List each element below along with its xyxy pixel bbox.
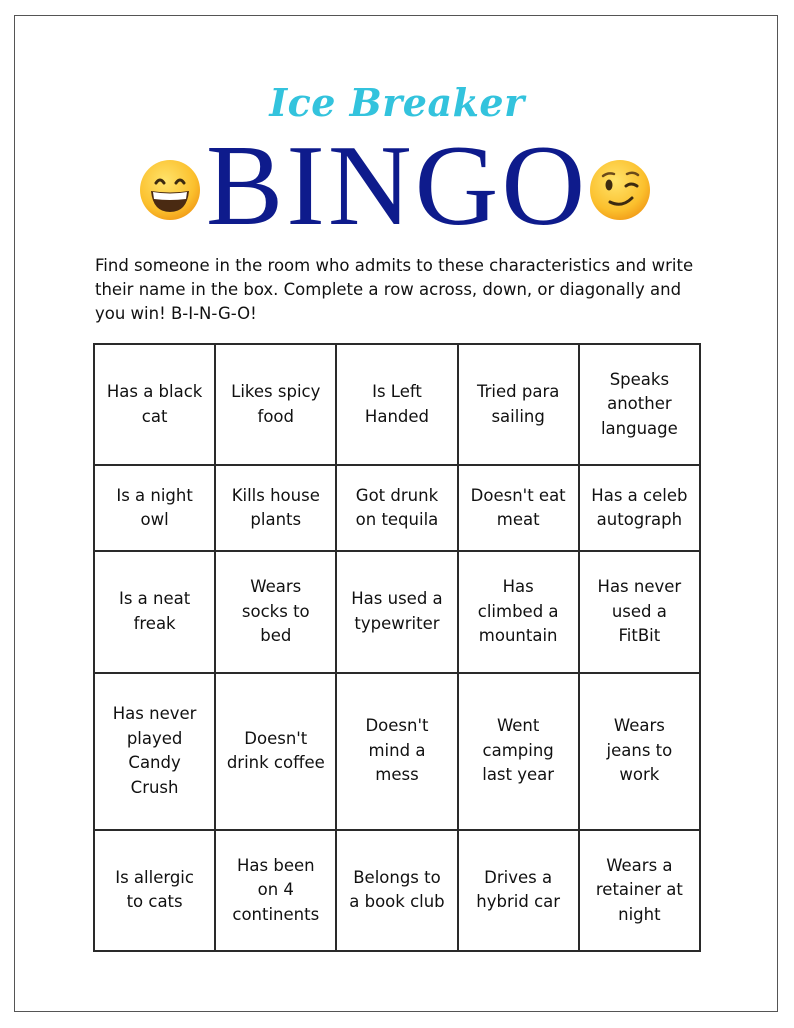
bingo-cell[interactable]: Has never used a FitBit (579, 551, 700, 672)
bingo-cell[interactable]: Is Left Handed (336, 344, 457, 465)
bingo-cell[interactable]: Has a black cat (94, 344, 215, 465)
bingo-cell[interactable]: Doesn't mind a mess (336, 673, 457, 830)
bingo-title: BINGO (205, 122, 589, 250)
subtitle: Ice Breaker (269, 80, 525, 125)
bingo-cell[interactable]: Has been on 4 continents (215, 830, 336, 951)
bingo-cell[interactable]: Has used a typewriter (336, 551, 457, 672)
grid-row (94, 344, 700, 465)
bingo-cell[interactable]: Doesn't eat meat (458, 465, 579, 551)
bingo-cell[interactable]: Went camping last year (458, 673, 579, 830)
bingo-cell[interactable]: Has a celeb autograph (579, 465, 700, 551)
bingo-cell[interactable]: Is a night owl (94, 465, 215, 551)
bingo-cell[interactable]: Has never played Candy Crush (94, 673, 215, 830)
grid-row (94, 673, 700, 830)
grid-row (94, 830, 700, 951)
bingo-cell[interactable]: Wears socks to bed (215, 551, 336, 672)
bingo-cell[interactable]: Likes spicy food (215, 344, 336, 465)
bingo-cell[interactable]: Wears a retainer at night (579, 830, 700, 951)
bingo-cell[interactable]: Has climbed a mountain (458, 551, 579, 672)
bingo-cell[interactable]: Is a neat freak (94, 551, 215, 672)
winking-face-icon (588, 158, 652, 222)
bingo-cell[interactable]: Got drunk on tequila (336, 465, 457, 551)
bingo-cell[interactable]: Is allergic to cats (94, 830, 215, 951)
bingo-cell[interactable]: Wears jeans to work (579, 673, 700, 830)
bingo-cell[interactable]: Tried para sailing (458, 344, 579, 465)
bingo-cell[interactable]: Belongs to a book club (336, 830, 457, 951)
instructions-text: Find someone in the room who admits to these characteristics and write their name in the box. Complete a row across, down, or diagonally and you win! B-I-N-G-O! (95, 256, 694, 323)
grid-row (94, 551, 700, 672)
bingo-cell[interactable]: Speaks another language (579, 344, 700, 465)
bingo-cell[interactable]: Kills house plants (215, 465, 336, 551)
grid-row (94, 465, 700, 551)
bingo-cell[interactable]: Drives a hybrid car (458, 830, 579, 951)
bingo-cell[interactable]: Doesn't drink coffee (215, 673, 336, 830)
bingo-grid (93, 343, 701, 952)
